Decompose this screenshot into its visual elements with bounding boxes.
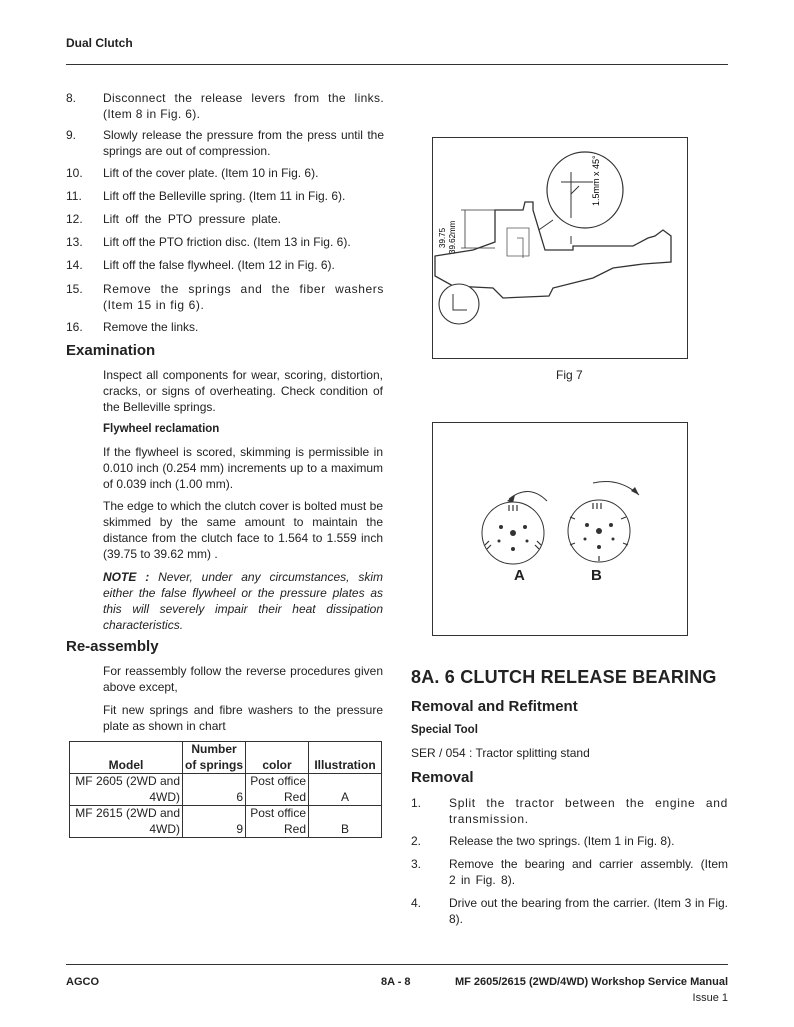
step-number: 1.: [411, 796, 422, 810]
flywheel-para-2: The edge to which the clutch cover is bolted must be skimmed by the same amount to maintain the distance from the clutch face to 1.564 to 1.559 inch (39.75 to 39.62 mm) .: [103, 499, 383, 561]
step-item: [66, 319, 384, 335]
fig7-caption: Fig 7: [556, 368, 583, 382]
removal-step: [411, 856, 728, 888]
step-number: 15.: [66, 282, 83, 296]
reassembly-para-2: Fit new springs and fibre washers to the pressure plate as shown in chart: [103, 703, 383, 733]
note-text: Never, under any circumstances, skim either the false flywheel or the pressure plates as this will severely impair their heat dissipation characteristics.: [103, 570, 384, 632]
step-text: Disconnect the release levers from the links. (Item 8 in Fig. 6).: [103, 91, 384, 121]
removal-step: [411, 795, 728, 827]
step-text: Lift of the cover plate. (Item 10 in Fig. 6).: [103, 166, 319, 180]
column-header: Model: [70, 742, 183, 774]
running-header: Dual Clutch: [66, 36, 133, 50]
dimension-value-1: 39.75: [438, 227, 447, 248]
reassembly-heading: Re-assembly: [66, 638, 159, 655]
footer-rule: [66, 964, 728, 965]
section-subtitle: Removal and Refitment: [411, 698, 578, 715]
color-cell: Post office Red: [246, 806, 309, 838]
step-item: [66, 90, 384, 122]
step-text: Slowly release the pressure from the press until the springs are out of compression.: [103, 128, 384, 158]
step-number: 8.: [66, 91, 77, 105]
reassembly-para-1: For reassembly follow the reverse procedures given above except,: [103, 664, 383, 694]
step-number: 3.: [411, 857, 422, 871]
column-header: Number of springs: [183, 742, 246, 774]
illustration-cell: A: [309, 774, 382, 806]
removal-heading: Removal: [411, 769, 474, 786]
section-title: 8A. 6 CLUTCH RELEASE BEARING: [411, 667, 717, 687]
step-number: 2.: [411, 834, 422, 848]
step-item: [66, 127, 384, 159]
model-cell: MF 2605 (2WD and 4WD): [70, 774, 183, 806]
step-item: [66, 234, 384, 250]
table-header-row: [70, 742, 382, 774]
special-tool-text: SER / 054 : Tractor splitting stand: [411, 746, 590, 760]
table-row: [70, 774, 382, 806]
caution-note: [103, 569, 383, 633]
fig7-box: [432, 137, 688, 359]
examination-heading: Examination: [66, 342, 156, 359]
table-row: [70, 806, 382, 838]
step-item: [66, 281, 384, 313]
column-header: color: [246, 742, 309, 774]
step-text: Lift off the PTO pressure plate.: [103, 212, 281, 226]
label-a: A: [514, 567, 525, 584]
step-text: Release the two springs. (Item 1 in Fig. 8).: [449, 834, 675, 848]
step-item: [66, 257, 384, 273]
step-text: Lift off the false flywheel. (Item 12 in Fig. 6).: [103, 258, 335, 272]
step-number: 13.: [66, 235, 83, 249]
illustration-cell: B: [309, 806, 382, 838]
flywheel-para-1: If the flywheel is scored, skimming is permissible in 0.010 inch (0.254 mm) increments up to a maximum of 0.039 inch (1.00 mm).: [103, 445, 383, 491]
springs-cell: 6: [183, 774, 246, 806]
dimension-value-2: 39.62mm: [448, 220, 457, 254]
fig8-box: [432, 422, 688, 636]
step-number: 16.: [66, 320, 83, 334]
step-number: 11.: [66, 189, 82, 203]
color-cell: Post office Red: [246, 774, 309, 806]
step-item: [66, 188, 384, 204]
model-cell: MF 2615 (2WD and 4WD): [70, 806, 183, 838]
removal-step: [411, 833, 728, 849]
step-number: 4.: [411, 896, 422, 910]
note-label: NOTE :: [103, 570, 150, 584]
step-text: Lift off the Belleville spring. (Item 11 in Fig. 6).: [103, 189, 346, 203]
step-text: Drive out the bearing from the carrier. (Item 3 in Fig. 8).: [449, 896, 728, 926]
flywheel-section-drawing: [433, 138, 687, 358]
page-number: 8A - 8: [381, 976, 411, 988]
step-number: 14.: [66, 258, 83, 272]
detail-dimension: 1.5mm x 45°: [591, 155, 601, 206]
step-number: 12.: [66, 212, 83, 226]
examination-intro: Inspect all components for wear, scoring, distortion, cracks, or signs of overheating. Check condition of the Belleville springs.: [103, 368, 383, 414]
step-text: Remove the links.: [103, 320, 199, 334]
springs-cell: 9: [183, 806, 246, 838]
step-text: Remove the bearing and carrier assembly. (Item 2 in Fig. 8).: [449, 857, 728, 887]
step-item: [66, 165, 384, 181]
issue-number: Issue 1: [692, 992, 728, 1004]
springs-table: [69, 741, 382, 838]
step-number: 10.: [66, 166, 83, 180]
step-item: [66, 211, 384, 227]
footer-brand: AGCO: [66, 976, 99, 988]
flywheel-reclamation-heading: Flywheel reclamation: [103, 423, 220, 435]
special-tool-heading: Special Tool: [411, 724, 478, 736]
step-text: Split the tractor between the engine and transmission.: [449, 796, 728, 826]
header-rule: [66, 64, 728, 65]
step-number: 9.: [66, 128, 77, 142]
label-b: B: [591, 567, 602, 584]
manual-title: MF 2605/2615 (2WD/4WD) Workshop Service Manual: [454, 976, 728, 988]
step-text: Remove the springs and the fiber washers (Item 15 in fig 6).: [103, 282, 384, 312]
removal-step: [411, 895, 728, 927]
column-header: Illustration: [309, 742, 382, 774]
step-text: Lift off the PTO friction disc. (Item 13 in Fig. 6).: [103, 235, 351, 249]
pressure-plate-drawing: [433, 423, 687, 635]
